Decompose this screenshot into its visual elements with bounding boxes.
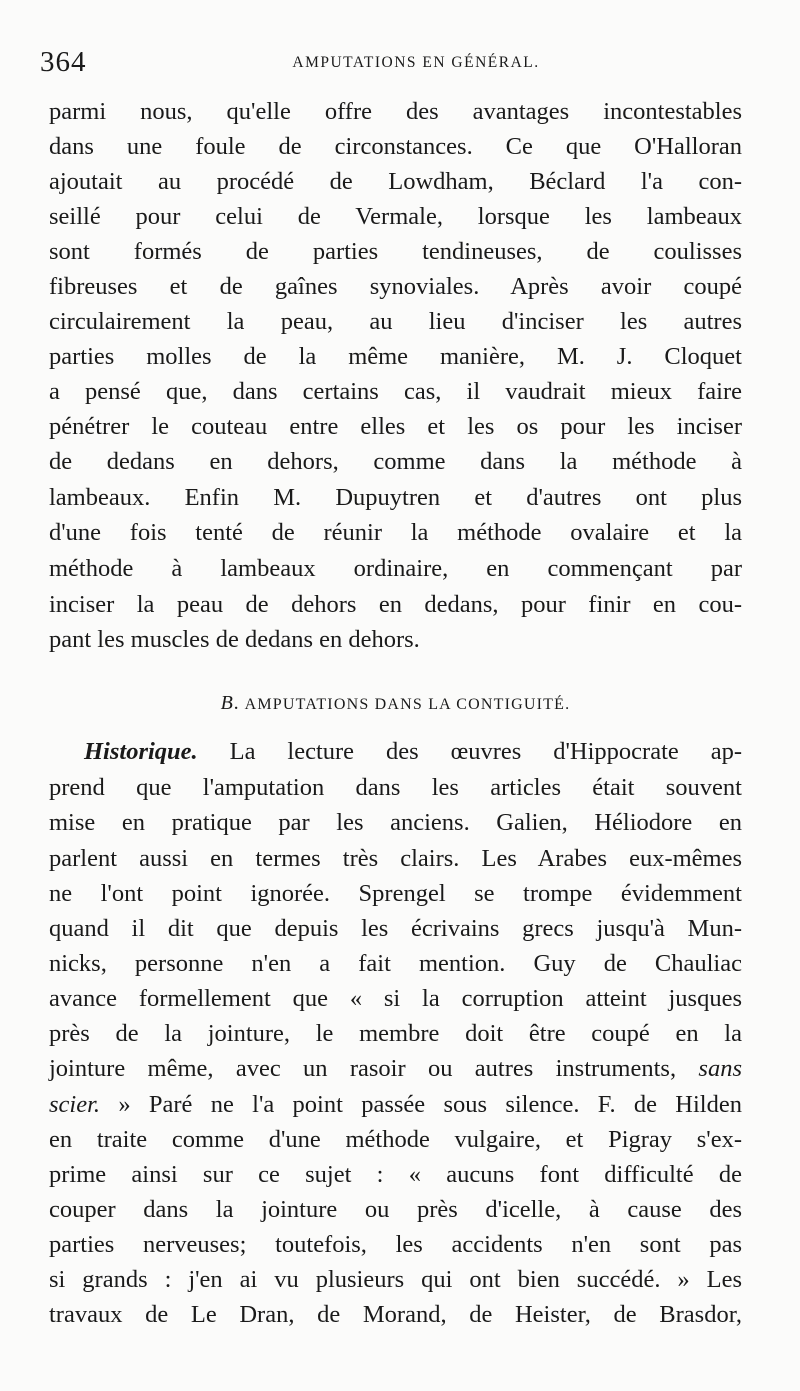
text-line: prend que l'amputation dans les articles était souvent (49, 774, 742, 801)
text-line: quand il dit que depuis les écrivains grecs jusqu'à Mun- (49, 915, 742, 942)
text-line (49, 1088, 742, 1122)
text-line: d'une fois tenté de réunir la méthode ovalaire et la (49, 519, 742, 546)
text-line: couper dans la jointure ou près d'icelle, à cause des (49, 1196, 742, 1223)
text-line: parlent aussi en termes très clairs. Les Arabes eux-mêmes (49, 845, 742, 872)
page-header (40, 42, 752, 82)
text-line (49, 1052, 742, 1086)
text-line: ne l'ont point ignorée. Sprengel se trompe évidemment (49, 880, 742, 907)
text-line: nicks, personne n'en a fait mention. Guy de Chauliac (49, 950, 742, 977)
lead-word: Historique. (84, 738, 198, 765)
text-span: La lecture des œuvres d'Hippocrate ap- (197, 738, 742, 765)
text-line: ajoutait au procédé de Lowdham, Béclard l'a con- (49, 168, 742, 195)
text-line: pant les muscles de dedans en dehors. (49, 626, 420, 653)
text-line: lambeaux. Enfin M. Dupuytren et d'autres ont plus (49, 484, 742, 511)
italic-word: sans (698, 1055, 742, 1082)
italic-word: scier. (49, 1091, 101, 1118)
text-line: en traite comme d'une méthode vulgaire, et Pigray s'ex- (49, 1126, 742, 1153)
text-line: a pensé que, dans certains cas, il vaudrait mieux faire (49, 378, 742, 405)
text-line (84, 735, 742, 769)
text-line: parties nerveuses; toutefois, les accidents n'en sont pas (49, 1231, 742, 1258)
text-line: près de la jointure, le membre doit être coupé en la (49, 1020, 742, 1047)
text-span: jointure même, avec un rasoir ou autres instruments, (49, 1055, 677, 1082)
text-line: méthode à lambeaux ordinaire, en commençant par (49, 555, 742, 582)
running-title: AMPUTATIONS EN GÉNÉRAL. (292, 54, 540, 71)
text-line: avance formellement que « si la corruption atteint jusques (49, 985, 742, 1012)
section-letter: B. (220, 692, 241, 714)
section-heading (49, 688, 742, 718)
text-line: fibreuses et de gaînes synoviales. Après avoir coupé (49, 273, 742, 300)
section-title: AMPUTATIONS DANS LA CONTIGUITÉ. (244, 696, 571, 713)
text-line: seillé pour celui de Vermale, lorsque les lambeaux (49, 203, 742, 230)
text-line: circulairement la peau, au lieu d'inciser les autres (49, 308, 742, 335)
text-line: parmi nous, qu'elle offre des avantages incontestables (49, 98, 742, 125)
page-number: 364 (40, 46, 87, 78)
text-line: parties molles de la même manière, M. J. Cloquet (49, 343, 742, 370)
text-line: de dedans en dehors, comme dans la méthode à (49, 448, 742, 475)
text-line: si grands : j'en ai vu plusieurs qui ont bien succédé. » Les (49, 1266, 742, 1293)
text-line: inciser la peau de dehors en dedans, pour finir en cou- (49, 591, 742, 618)
text-line: sont formés de parties tendineuses, de coulisses (49, 238, 742, 265)
text-line: mise en pratique par les anciens. Galien, Héliodore en (49, 809, 742, 836)
text-line: prime ainsi sur ce sujet : « aucuns font difficulté de (49, 1161, 742, 1188)
text-line: dans une foule de circonstances. Ce que O'Halloran (49, 133, 742, 160)
text-span: » Paré ne l'a point passée sous silence. F. de Hilden (100, 1091, 742, 1118)
text-line: pénétrer le couteau entre elles et les os pour les inciser (49, 413, 742, 440)
text-line: travaux de Le Dran, de Morand, de Heister, de Brasdor, (49, 1301, 742, 1328)
